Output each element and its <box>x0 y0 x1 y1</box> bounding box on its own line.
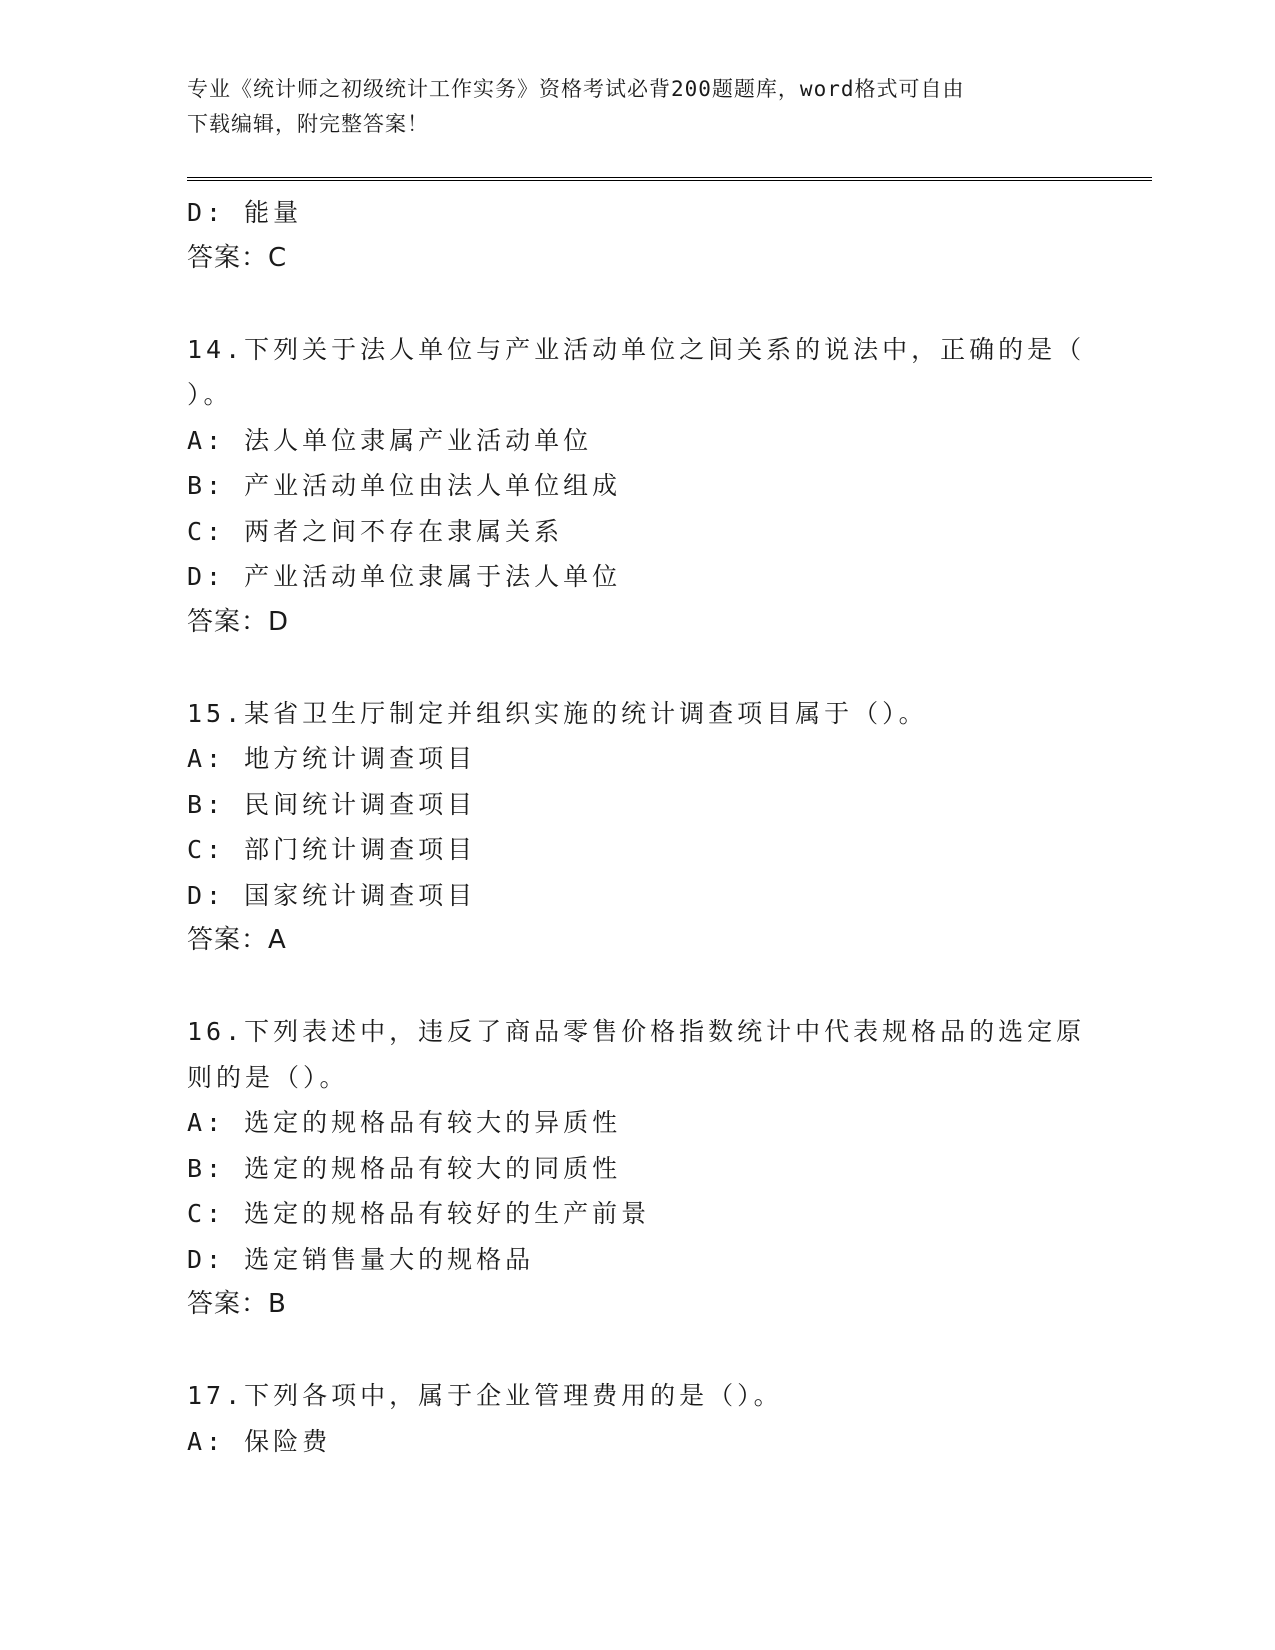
q14-stem-line-1: 14.下列关于法人单位与产业活动单位之间关系的说法中，正确的是（ <box>187 334 1086 364</box>
q16-answer: 答案：B <box>187 1289 287 1319</box>
q17-stem-line-1: 17.下列各项中，属于企业管理费用的是（）。 <box>187 1381 783 1410</box>
q14-option-a: A: 法人单位隶属产业活动单位 <box>187 425 593 455</box>
header-divider <box>187 177 1152 181</box>
q16-stem-line-1: 16.下列表述中，违反了商品零售价格指数统计中代表规格品的选定原 <box>187 1017 1086 1046</box>
q15-option-a: A: 地方统计调查项目 <box>187 744 477 773</box>
spacer <box>187 645 1087 691</box>
question-list <box>187 190 1087 1464</box>
q16-stem-line-2: 则的是（）。 <box>187 1062 349 1092</box>
q15-option-b: B: 民间统计调查项目 <box>187 789 477 819</box>
q14-option-b: B: 产业活动单位由法人单位组成 <box>187 471 622 500</box>
q15-stem-line-1: 15.某省卫生厅制定并组织实施的统计调查项目属于（）。 <box>187 698 928 728</box>
q14-stem-line-2: ）。 <box>187 380 233 409</box>
q16-option-c: C: 选定的规格品有较好的生产前景 <box>187 1199 651 1228</box>
q17-option-a: A: 保险费 <box>187 1426 332 1456</box>
header-line-1: 专业《统计师之初级统计工作实务》资格考试必背200题题库，word格式可自由 <box>187 77 965 101</box>
spacer <box>187 281 1087 327</box>
q16-option-a: A: 选定的规格品有较大的异质性 <box>187 1108 622 1137</box>
spacer <box>187 1328 1087 1374</box>
q15-answer: 答案：A <box>187 925 287 955</box>
q14-answer: 答案：D <box>187 606 290 637</box>
q13-option-d: D: 能量 <box>187 198 303 227</box>
q15-option-c: C: 部门统计调查项目 <box>187 835 477 864</box>
q14-option-c: C: 两者之间不存在隶属关系 <box>187 516 564 546</box>
spacer <box>187 964 1087 1010</box>
header-line-2: 下载编辑，附完整答案！ <box>187 112 429 136</box>
document-header <box>187 72 1067 142</box>
q16-option-b: B: 选定的规格品有较大的同质性 <box>187 1153 622 1183</box>
q16-option-d: D: 选定销售量大的规格品 <box>187 1244 535 1274</box>
q14-option-d: D: 产业活动单位隶属于法人单位 <box>187 562 622 591</box>
q15-option-d: D: 国家统计调查项目 <box>187 880 477 910</box>
q13-answer: 答案：C <box>187 242 288 273</box>
